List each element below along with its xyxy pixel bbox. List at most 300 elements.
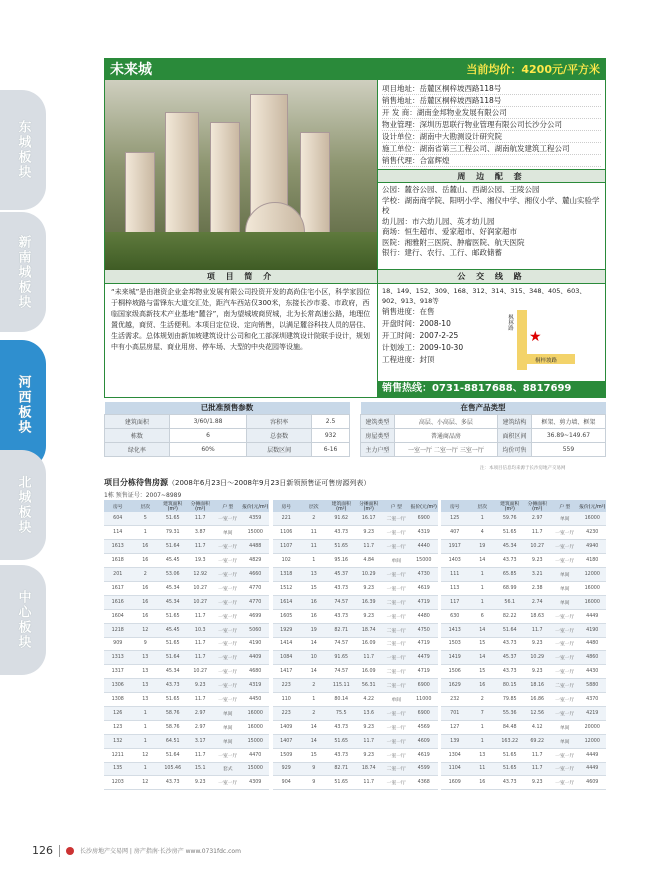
column-header: 报价(元/m²) — [410, 500, 438, 512]
cell: 15 — [300, 748, 328, 762]
cell: 一室一厅 — [214, 623, 242, 637]
table-row — [104, 595, 269, 609]
cell: 单间 — [551, 720, 579, 734]
cell: 一室一厅 — [214, 651, 242, 665]
cell: 604 — [104, 512, 132, 526]
cell: 43.73 — [496, 637, 524, 651]
cell: 建筑面积 — [105, 414, 170, 428]
cell: 4190 — [579, 623, 607, 637]
map-label: 枫林路 — [507, 314, 513, 331]
cell: 11.7 — [355, 776, 383, 790]
cell: 13 — [132, 679, 160, 693]
cell: 51.65 — [159, 512, 187, 526]
cell: 4449 — [579, 609, 607, 623]
info-row: 设计单位：湖南中大勘测设计研究院 — [382, 131, 601, 143]
cell: 单间 — [214, 526, 242, 540]
cell: 5 — [132, 512, 160, 526]
cell: 14 — [300, 734, 328, 748]
cell: 11.7 — [355, 540, 383, 554]
cell: 9.23 — [355, 526, 383, 540]
cell: 1313 — [104, 651, 132, 665]
cell: 51.65 — [159, 693, 187, 707]
cell: 630 — [441, 609, 469, 623]
cell: 4609 — [410, 734, 438, 748]
cell: 18.74 — [355, 762, 383, 776]
cell: 43.73 — [496, 776, 524, 790]
column-header: 报价(元/m²) — [579, 500, 607, 512]
cell: 4190 — [242, 637, 270, 651]
cell: 单间 — [551, 512, 579, 526]
cell: 2 — [300, 706, 328, 720]
products-table — [360, 402, 606, 457]
table-row — [104, 512, 269, 526]
cell: 4770 — [242, 581, 270, 595]
cell: 1106 — [273, 526, 301, 540]
column-header: 户 型 — [214, 500, 242, 512]
cell: 74.57 — [328, 665, 356, 679]
cell: 总套数 — [247, 428, 312, 442]
table-row — [441, 693, 606, 707]
cell: 一室一厅 二室一厅 三室一厅 — [394, 442, 497, 456]
bus-section — [377, 270, 605, 397]
cell: 4480 — [579, 637, 607, 651]
cell: 14 — [469, 623, 497, 637]
cell: 12 — [132, 748, 160, 762]
cell: 1 — [469, 595, 497, 609]
cell: 4770 — [242, 595, 270, 609]
cell: 11.7 — [187, 693, 215, 707]
cell: 1 — [469, 720, 497, 734]
cell: 11 — [469, 762, 497, 776]
presale-cert: 1栋 预售证号：2007~8989 — [104, 492, 182, 499]
column-header: 房号 — [104, 500, 132, 512]
column-header: 户 型 — [551, 500, 579, 512]
cell: 13.6 — [355, 706, 383, 720]
cell: 6900 — [410, 679, 438, 693]
cell: 16.17 — [355, 512, 383, 526]
cell: 15 — [469, 665, 497, 679]
cell: 1317 — [104, 665, 132, 679]
cell: 10.27 — [187, 595, 215, 609]
cell: 11.7 — [187, 540, 215, 554]
table-row — [104, 706, 269, 720]
cell: 45.37 — [496, 651, 524, 665]
side-tab-xinnan[interactable] — [0, 212, 46, 332]
cell: 12.92 — [187, 568, 215, 582]
products-title: 在售产品类型 — [361, 402, 606, 414]
cell: 2.74 — [524, 595, 552, 609]
cell: 16 — [132, 595, 160, 609]
status-row: 计划竣工：2009-10-30 — [382, 343, 464, 352]
cell: 132 — [104, 734, 132, 748]
cell: 1203 — [104, 776, 132, 790]
column-header: 分摊面积(m²) — [524, 500, 552, 512]
cell: 10.3 — [187, 623, 215, 637]
cell: 43.73 — [159, 776, 187, 790]
table-row — [273, 651, 438, 665]
cell: 43.73 — [328, 720, 356, 734]
cell: 4449 — [579, 762, 607, 776]
location-map — [505, 310, 585, 370]
cell: 一室一厅 — [214, 665, 242, 679]
cell: 1 — [300, 554, 328, 568]
column-header: 报价(元/m²) — [242, 500, 270, 512]
table-row — [104, 609, 269, 623]
param-tables — [104, 402, 606, 457]
table-row — [441, 512, 606, 526]
cell: 4719 — [410, 637, 438, 651]
cell: 80.15 — [496, 679, 524, 693]
cell: 110 — [273, 693, 301, 707]
table-row — [441, 554, 606, 568]
cell: 9.23 — [524, 776, 552, 790]
cell: 64.51 — [159, 734, 187, 748]
project-intro — [105, 270, 377, 397]
cell: 15.1 — [187, 762, 215, 776]
cell: 一室一厅 — [551, 651, 579, 665]
cell: 4569 — [410, 720, 438, 734]
table-row — [361, 442, 606, 456]
table-row — [273, 679, 438, 693]
cell: 单间 — [551, 734, 579, 748]
cell: 16.39 — [355, 595, 383, 609]
cell: 82.71 — [328, 623, 356, 637]
table-row — [441, 637, 606, 651]
location-star-icon: ★ — [529, 329, 542, 345]
cell: 13 — [132, 651, 160, 665]
cell: 一室一厅 — [551, 623, 579, 637]
sales-hotline: 销售热线：0731-8817688、8817699 — [378, 381, 605, 397]
cell: 4860 — [579, 651, 607, 665]
cell: 12000 — [579, 734, 607, 748]
side-tabs — [0, 40, 46, 830]
cell: 69.22 — [524, 734, 552, 748]
cell: 163.22 — [496, 734, 524, 748]
cell: 二室一厅 — [383, 637, 411, 651]
cell: 11.7 — [187, 748, 215, 762]
table-row — [104, 720, 269, 734]
cell: 4359 — [242, 512, 270, 526]
table-row — [441, 734, 606, 748]
cell: 9.23 — [187, 776, 215, 790]
cell: 1304 — [441, 748, 469, 762]
table-row — [104, 762, 269, 776]
cell: 75.5 — [328, 706, 356, 720]
cell: 12 — [132, 776, 160, 790]
cell: 43.73 — [328, 526, 356, 540]
cell: 一室一厅 — [383, 720, 411, 734]
cell: 74.57 — [328, 637, 356, 651]
cell: 43.73 — [159, 679, 187, 693]
cell: 1 — [132, 762, 160, 776]
cell: 一室一厅 — [383, 734, 411, 748]
side-tab-label: 河西板块 — [15, 375, 31, 435]
cell: 4719 — [410, 595, 438, 609]
cell: 43.73 — [496, 665, 524, 679]
cell: 1306 — [104, 679, 132, 693]
cell: 4699 — [242, 609, 270, 623]
side-tab-north[interactable] — [0, 450, 46, 560]
column-header: 户 型 — [383, 500, 411, 512]
table-row — [441, 706, 606, 720]
status-row: 开盘时间：2008-10 — [382, 319, 451, 328]
cell: 6 — [169, 428, 246, 442]
cell: 一室一厅 — [383, 651, 411, 665]
table-row — [441, 748, 606, 762]
cell: 115.11 — [328, 679, 356, 693]
cell: 一室一厅 — [383, 706, 411, 720]
info-row: 开 发 商：湖南金邦物业发展有限公司 — [382, 107, 601, 119]
cell: 11 — [300, 526, 328, 540]
table-row — [273, 609, 438, 623]
cell: 15000 — [242, 734, 270, 748]
cell: 9.23 — [524, 637, 552, 651]
cell: 1 — [469, 568, 497, 582]
cell: 11.7 — [524, 748, 552, 762]
cell: 79.31 — [159, 526, 187, 540]
cell: 2.38 — [524, 581, 552, 595]
table-row — [104, 540, 269, 554]
cell: 一室一厅 — [383, 776, 411, 790]
cell: 16 — [132, 554, 160, 568]
nearby-row: 公园：麓谷公园、岳麓山、西湖公园、王陵公园 — [382, 185, 540, 194]
cell: 11.7 — [524, 526, 552, 540]
cell: 4609 — [579, 776, 607, 790]
cell: 1218 — [104, 623, 132, 637]
nearby-row: 商场：恒生超市、爱家超市、好润家超市 — [382, 227, 517, 236]
cell: 1 — [132, 734, 160, 748]
side-tab-center[interactable] — [0, 565, 46, 675]
table-row — [104, 651, 269, 665]
cell: 1503 — [441, 637, 469, 651]
table-row — [104, 776, 269, 790]
cell: 单间 — [214, 720, 242, 734]
table-row — [441, 720, 606, 734]
sale-title-text: 项目分栋待售房源 — [104, 478, 168, 487]
column-header: 层次 — [132, 500, 160, 512]
cell: 一室一厅 — [551, 540, 579, 554]
column-header: 分摊面积(m²) — [187, 500, 215, 512]
cell: 221 — [273, 512, 301, 526]
cell: 51.64 — [159, 748, 187, 762]
table-row — [104, 637, 269, 651]
cell: 一室一厅 — [383, 748, 411, 762]
cell: 1414 — [273, 637, 301, 651]
cell: 一室一厅 — [383, 609, 411, 623]
cell: 一室一厅 — [383, 581, 411, 595]
cell: 45.45 — [159, 623, 187, 637]
project-name: 未来城 — [110, 62, 152, 78]
table-row — [441, 762, 606, 776]
cell: 16 — [132, 581, 160, 595]
cell: 1409 — [273, 720, 301, 734]
project-header — [104, 58, 606, 80]
cell: 容积率 — [247, 414, 312, 428]
nearby-row: 医院：湘雅附三医院、肿瘤医院、航天医院 — [382, 237, 525, 247]
cell: 10.29 — [355, 568, 383, 582]
cell: 4940 — [579, 540, 607, 554]
cell: 14 — [469, 554, 497, 568]
cell: 95.16 — [328, 554, 356, 568]
cell: 19.3 — [187, 554, 215, 568]
table-row — [273, 734, 438, 748]
cell: 126 — [104, 706, 132, 720]
cell: 3.21 — [524, 568, 552, 582]
cell: 一室一厅 — [551, 637, 579, 651]
cell: 6900 — [410, 512, 438, 526]
cell: 16 — [300, 609, 328, 623]
table-row — [104, 679, 269, 693]
cell: 1308 — [104, 693, 132, 707]
cell: 13 — [300, 568, 328, 582]
top-block — [104, 80, 606, 270]
project-price: 当前均价：4200元/平方米 — [466, 63, 600, 76]
cell: 二室一厅 — [383, 679, 411, 693]
table-row — [273, 748, 438, 762]
column-header: 房号 — [441, 500, 469, 512]
cell: 4370 — [579, 693, 607, 707]
cell: 53.06 — [159, 568, 187, 582]
cell: 43.73 — [328, 748, 356, 762]
table-row — [441, 526, 606, 540]
cell: 4180 — [579, 554, 607, 568]
cell: 一室一厅 — [214, 512, 242, 526]
cell: 2 — [469, 693, 497, 707]
cell: 4319 — [242, 679, 270, 693]
table-row — [273, 693, 438, 707]
table-row — [104, 748, 269, 762]
cell: 701 — [441, 706, 469, 720]
cell: 18.63 — [524, 609, 552, 623]
cell: 15 — [469, 637, 497, 651]
cell: 1614 — [273, 595, 301, 609]
cell: 3.87 — [187, 526, 215, 540]
cell: 51.65 — [328, 734, 356, 748]
cell: 223 — [273, 679, 301, 693]
cell: 223 — [273, 706, 301, 720]
cell: 68.99 — [496, 581, 524, 595]
column-header: 建筑面积(m²) — [328, 500, 356, 512]
cell: 10.27 — [187, 581, 215, 595]
cell: 80.14 — [328, 693, 356, 707]
cell: 16 — [469, 776, 497, 790]
side-tab-label: 东城板块 — [15, 120, 31, 180]
cell: 5880 — [579, 679, 607, 693]
table-row — [273, 637, 438, 651]
side-tab-east[interactable] — [0, 90, 46, 210]
site-text: 长沙房地产交易网 | 房产指南·长沙房产 www.0731fdc.com — [80, 848, 241, 855]
cell: 74.57 — [328, 595, 356, 609]
cell: 1 — [132, 526, 160, 540]
info-row: 销售代理：合富辉煌 — [382, 155, 601, 167]
cell: 16000 — [242, 706, 270, 720]
table-row — [273, 776, 438, 790]
cell: 3/60/1.88 — [169, 414, 246, 428]
cell: 9.23 — [355, 720, 383, 734]
cell: 4619 — [410, 748, 438, 762]
cell: 一室一厅 — [214, 748, 242, 762]
cell: 11.7 — [524, 762, 552, 776]
cell: 套式 — [214, 762, 242, 776]
cell: 二室一厅 — [383, 623, 411, 637]
cell: 11 — [300, 540, 328, 554]
cell: 1 — [469, 512, 497, 526]
cell: 12000 — [579, 568, 607, 582]
cell: 层数区间 — [247, 442, 312, 456]
table-row — [104, 568, 269, 582]
cell: 普通商品房 — [394, 428, 497, 442]
table-row — [441, 568, 606, 582]
cell: 11.7 — [355, 734, 383, 748]
cell: 127 — [441, 720, 469, 734]
cell: 一室一厅 — [214, 554, 242, 568]
cell: 45.34 — [159, 581, 187, 595]
cell: 7 — [469, 706, 497, 720]
cell: 一室一厅 — [214, 679, 242, 693]
cell: 一室一厅 — [383, 540, 411, 554]
cell: 45.34 — [496, 540, 524, 554]
column-header: 分摊面积(m²) — [355, 500, 383, 512]
info-row: 施工单位：湖南省第三工程公司、湖南航发建筑工程公司 — [382, 143, 601, 155]
status-row: 工程进度：封顶 — [382, 355, 435, 364]
cell: 60% — [169, 442, 246, 456]
cell: 1506 — [441, 665, 469, 679]
cell: 51.64 — [496, 623, 524, 637]
cell: 16 — [132, 540, 160, 554]
cell: 一室一厅 — [214, 568, 242, 582]
cell: 10 — [300, 651, 328, 665]
intro-text: “未来城”是由港资企业金邦物业发展有限公司投资开发的高尚住宅小区，科学家园位于桐梓坡路与雷锋东大道交汇处，距汽车西站仅300米，东接长沙市委、市政府，西临国家级高新技术产业基地“麓谷”，南为望城坡商贸城，北为长常高速公路，地理位置优越，商贸、生活便利。本项目定位设、定向销售，以满足麓谷科技人员的居住、生活需求。总体规划由新加坡建筑设计公司和化工部深圳建筑设计院联手设计，规划中有小高层房屋、商业用房、停车场、大型的中央花园等设施。 — [111, 288, 371, 351]
status-row: 开工时间：2007-2-25 — [382, 331, 459, 340]
cell: 1403 — [441, 554, 469, 568]
cell: 14 — [469, 651, 497, 665]
cell: 1417 — [273, 665, 301, 679]
cell: 一室一厅 — [551, 693, 579, 707]
table-row — [105, 414, 350, 428]
cell: 2 — [132, 568, 160, 582]
cell: 55.36 — [496, 706, 524, 720]
table-row — [273, 762, 438, 776]
cell: 43.73 — [496, 554, 524, 568]
cell: 2.97 — [187, 706, 215, 720]
cell: 114 — [104, 526, 132, 540]
table-row — [273, 581, 438, 595]
footnote: 注：本项目信息均来源于长沙房地产交易网 — [480, 466, 566, 471]
cell: 建筑类型 — [361, 414, 395, 428]
cell: 1917 — [441, 540, 469, 554]
table-row — [273, 706, 438, 720]
cell: 125 — [441, 512, 469, 526]
cell: 232 — [441, 693, 469, 707]
cell: 9.23 — [355, 748, 383, 762]
table-row — [441, 651, 606, 665]
cell: 56.1 — [496, 595, 524, 609]
cell: 4219 — [579, 706, 607, 720]
cell: 1211 — [104, 748, 132, 762]
cell: 1419 — [441, 651, 469, 665]
cell: 14 — [300, 665, 328, 679]
cell: 1629 — [441, 679, 469, 693]
cell: 一室一厅 — [214, 581, 242, 595]
cell: 一室一厅 — [551, 665, 579, 679]
cell: 2 — [300, 679, 328, 693]
side-tab-label: 新南城板块 — [15, 234, 31, 310]
table-row — [105, 428, 350, 442]
divider — [59, 845, 60, 857]
cell: 58.76 — [159, 720, 187, 734]
map-label: 桐梓坡路 — [535, 358, 558, 364]
cell: 一室一厅 — [214, 595, 242, 609]
